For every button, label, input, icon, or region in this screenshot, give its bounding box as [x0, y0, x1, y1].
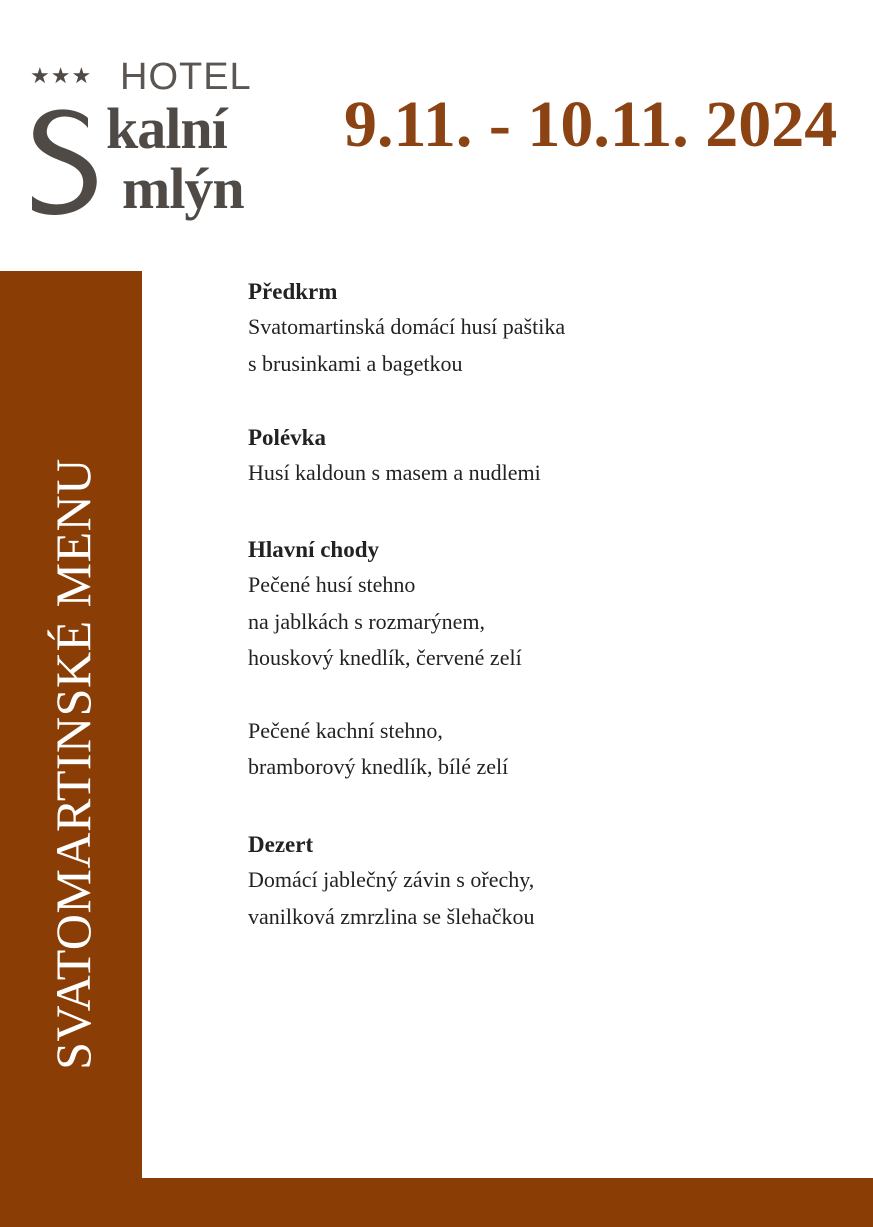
bottom-band — [142, 1178, 873, 1227]
course-title: Polévka — [248, 425, 326, 450]
course-line: s brusinkami a bagetkou — [248, 350, 463, 376]
course-line: bramborový knedlík, bílé zelí — [248, 754, 509, 779]
course-title: Předkrm — [248, 279, 338, 304]
side-title: SVATOMARTINSKÉ MENU — [45, 458, 101, 1070]
course-title: Dezert — [248, 832, 314, 857]
hotel-logo — [26, 56, 266, 226]
event-date: 9.11. - 10.11. 2024 — [344, 88, 838, 161]
logo-s-icon — [26, 104, 98, 216]
course-line: Pečené husí stehno — [248, 572, 416, 597]
course-line: Husí kaldoun s masem a nudlemi — [248, 460, 541, 485]
course-line: Svatomartinská domácí husí paštika — [248, 314, 566, 339]
course-title: Hlavní chody — [248, 537, 380, 562]
course-line: Pečené kachní stehno, — [248, 717, 443, 743]
course-starter — [248, 277, 565, 382]
course-line: houskový knedlík, červené zelí — [248, 645, 522, 670]
course-line: Domácí jablečný závin s ořechy, — [248, 867, 535, 892]
logo-hotel-label: HOTEL — [120, 56, 252, 98]
logo-word-mlyn: mlýn — [122, 156, 244, 221]
course-line: na jablkách s rozmarýnem, — [248, 608, 486, 634]
course-soup — [248, 423, 541, 492]
course-main — [248, 535, 522, 786]
star-icons: ★★★ — [30, 64, 93, 89]
side-title-container — [0, 271, 142, 1178]
course-dessert — [248, 830, 535, 935]
course-line: vanilková zmrzlina se šlehačkou — [248, 903, 535, 929]
logo-word-kalni: kalní — [106, 96, 227, 161]
